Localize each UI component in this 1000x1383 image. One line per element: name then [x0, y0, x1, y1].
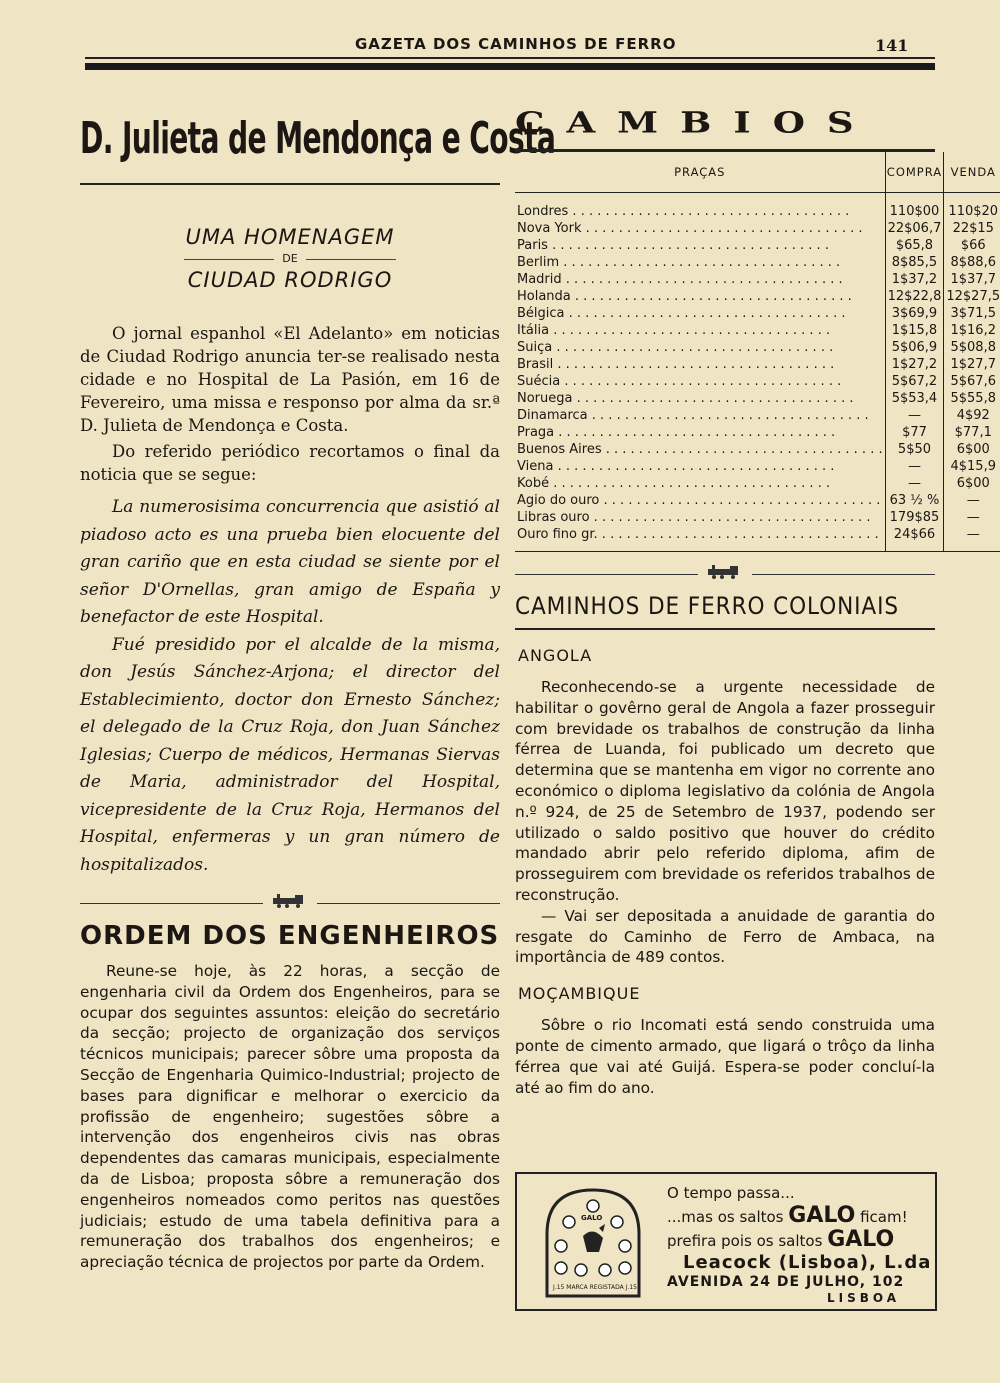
table-row: [515, 322, 1000, 339]
cell-compra: —: [885, 458, 944, 475]
exchange-rates-body: [515, 193, 1000, 552]
cambios-title: CAMBIOS: [515, 105, 876, 140]
cell-venda: $77,1: [954, 425, 992, 440]
cell-praca: [515, 475, 885, 492]
table-row: [515, 271, 1000, 288]
table-row: [515, 373, 1000, 390]
cell-venda: 110$20: [948, 204, 999, 219]
page-header: [85, 30, 935, 75]
table-row: [515, 305, 1000, 322]
article1-paragraph-2: Do referido periódico recortamos o final da noticia que se segue:: [80, 442, 500, 484]
cell-compra: 3$69,9: [885, 305, 944, 322]
cell-venda: —: [944, 526, 1000, 552]
section-separator: [80, 891, 500, 915]
subtitle-de: DE: [80, 252, 500, 265]
cell-praca: [515, 288, 885, 305]
cell-praca: [515, 390, 885, 407]
table-header-row: [515, 152, 1000, 193]
city-name: Ouro fino gr. . . .: [517, 526, 883, 543]
cell-venda: 5$08,8: [950, 340, 996, 355]
cell-compra: 24$66: [885, 526, 944, 552]
city-name: Libras ouro . . .: [517, 509, 883, 526]
city-name: Kobé . . .: [517, 475, 883, 492]
table-row: [515, 441, 1000, 458]
cell-praca: [515, 193, 885, 221]
ad-line-2: [667, 1203, 908, 1228]
ad-line-1: O tempo passa...: [667, 1184, 795, 1202]
heel-illustration: [537, 1184, 649, 1302]
city-name: Londres . . .: [517, 203, 883, 220]
table-row: [515, 356, 1000, 373]
cell-praca: [515, 373, 885, 390]
article-title-coloniais: CAMINHOS DE FERRO COLONIAIS: [515, 592, 899, 620]
article1-quote-1: La numerosisima concurrencia que asistió al piadoso acto es una prueba bien elocuente del gran cariño que en esta ciudad se siente por el señor D'Ornellas, gran amigo de España y benefactor de este Hospital.: [80, 497, 500, 627]
cell-praca: [515, 509, 885, 526]
cell-praca: [515, 424, 885, 441]
city-name: Madrid . . .: [517, 271, 883, 288]
cell-compra: 5$50: [885, 441, 944, 458]
cell-venda: 12$27,5: [946, 289, 1000, 304]
col-header-pracas: PRAÇAS: [515, 152, 885, 193]
table-row: [515, 509, 1000, 526]
cell-venda: $66: [960, 238, 986, 253]
cell-praca: [515, 305, 885, 322]
city-name: Agio do ouro . . .: [517, 492, 883, 509]
right-column: [515, 105, 1000, 1098]
cell-praca: [515, 356, 885, 373]
table-row: [515, 237, 1000, 254]
cell-compra: 22$06,7: [885, 220, 944, 237]
city-name: Suiça . . .: [517, 339, 883, 356]
city-name: Viena . . .: [517, 458, 883, 475]
city-name: Bélgica . . .: [517, 305, 883, 322]
table-row: [515, 475, 1000, 492]
ad-brand-galo: GALO: [788, 1203, 856, 1228]
locomotive-icon: [263, 894, 317, 912]
article1-quote-2: Fué presidido por el alcalde de la misma, don Jesús Sánchez-Arjona; el director del Establecimiento, doctor don Ernesto Sánchez; el delegado de la Cruz Roja, don Juan Sánchez Iglesias; Cuerpo de médicos, Hermanas Siervas de Maria, administrador del Hospital, vicepresidente de la Cruz Roja, Hermanos del Hospital, enfermeras y un gran número de hospitalizados.: [80, 634, 500, 875]
heel-trademark-text: J.15 MARCA REGISTADA J.15: [553, 1284, 637, 1291]
ad-brand-galo-2: GALO: [827, 1227, 895, 1252]
header-rule-thin: [85, 57, 935, 59]
ad-city: LISBOA: [827, 1291, 901, 1305]
angola-paragraph-2: — Vai ser depositada a anuidade de garantia do resgate do Caminho de Ferro de Ambaca, na importância de 489 contos.: [515, 906, 935, 967]
cell-compra: 1$37,2: [885, 271, 944, 288]
ad-line-3: [667, 1227, 894, 1252]
mocambique-paragraph: Sôbre o rio Incomati está sendo construida uma ponte de cimento armado, que ligará o trôço da linha férrea que vai até Guijá. Espera-se poder concluí-la até ao fim do ano.: [515, 1016, 935, 1097]
cell-venda: 4$15,9: [950, 459, 996, 474]
exchange-rates-table: [515, 152, 1000, 552]
cell-praca: [515, 441, 885, 458]
coloniais-rule: [515, 628, 935, 630]
page-number: 141: [875, 36, 909, 55]
table-row: [515, 407, 1000, 424]
table-row: [515, 193, 1000, 221]
cell-compra: 5$53,4: [885, 390, 944, 407]
table-row: [515, 458, 1000, 475]
ad-address: AVENIDA 24 DE JULHO, 102: [667, 1274, 905, 1290]
city-name: Berlim . . .: [517, 254, 883, 271]
cell-praca: [515, 458, 885, 475]
table-row: [515, 424, 1000, 441]
cell-praca: [515, 407, 885, 424]
ad-line-2-text: ...mas os saltos: [667, 1208, 784, 1226]
cell-praca: [515, 237, 885, 254]
cell-venda: 1$27,7: [950, 357, 996, 372]
cell-venda: 6$00: [956, 442, 990, 457]
heading-mocambique: MOÇAMBIQUE: [518, 984, 641, 1004]
cell-praca: [515, 254, 885, 271]
heading-angola: ANGOLA: [518, 646, 593, 665]
article1-paragraph-1: O jornal espanhol «El Adelanto» em noticias de Ciudad Rodrigo anuncia ter-se realisado nesta cidade e no Hospital de La Pasión, em 16 de Fevereiro, uma missa e responso por alma da sr.ª D. Julieta de Mendonça e Costa.: [80, 324, 500, 435]
cell-praca: [515, 492, 885, 509]
city-name: Buenos Aires . . .: [517, 441, 883, 458]
article-title-ordem: ORDEM DOS ENGENHEIROS: [80, 921, 500, 951]
table-row: [515, 492, 1000, 509]
table-row: [515, 339, 1000, 356]
article2-paragraph: Reune-se hoje, às 22 horas, a secção de engenharia civil da Ordem dos Engenheiros, para se ocupar dos seguintes assuntos: eleição do secretário da secção; projecto de organização dos serviços técnicos municipais; parecer sôbre uma proposta da Secção de Engenharia Quimico-Industrial; projecto de bases para dignificar e melhorar o exercicio da profissão de engenheiro; sugestões sôbre a intervenção dos engenheiros civis nas obras dependentes das camaras municipais, especialmente da de Lisboa; proposta sôbre a remuneração dos engenheiros nomeados como peritos nas questões judiciais; estudo de uma tabela definitiva para a remuneração dos trabalhos dos engenheiros; e apreciação técnica de projectos por parte da Ordem.: [80, 962, 500, 1272]
locomotive-icon: [698, 565, 752, 583]
cell-venda: 4$92: [956, 408, 990, 423]
subtitle-ciudad-rodrigo: CIUDAD RODRIGO: [187, 268, 393, 292]
city-name: Holanda . . .: [517, 288, 883, 305]
subtitle-homenagem: UMA HOMENAGEM: [185, 225, 395, 249]
ad-line-2-end: ficam!: [860, 1208, 908, 1226]
cell-compra: 1$15,8: [885, 322, 944, 339]
cell-compra: 179$85: [885, 509, 944, 526]
city-name: Paris . . .: [517, 237, 883, 254]
cell-venda: 3$71,5: [950, 306, 996, 321]
cell-praca: [515, 220, 885, 237]
ad-company: Leacock (Lisboa), L.da: [683, 1252, 932, 1273]
cell-compra: 1$27,2: [885, 356, 944, 373]
table-row: [515, 390, 1000, 407]
table-row: [515, 220, 1000, 237]
cell-venda: 5$55,8: [950, 391, 996, 406]
ad-line-3-text: prefira pois os saltos: [667, 1232, 823, 1250]
cell-compra: $65,8: [885, 237, 944, 254]
cell-compra: 5$67,2: [885, 373, 944, 390]
cell-compra: —: [885, 407, 944, 424]
cell-venda: 6$00: [956, 476, 990, 491]
cell-venda: 8$88,6: [950, 255, 996, 270]
cell-compra: 8$85,5: [885, 254, 944, 271]
section-separator: [515, 562, 935, 586]
cell-compra: $77: [885, 424, 944, 441]
cell-praca: [515, 339, 885, 356]
publication-title: GAZETA DOS CAMINHOS DE FERRO: [355, 35, 677, 53]
cell-venda: —: [966, 493, 980, 508]
cell-compra: 63 ½ %: [885, 492, 944, 509]
table-row: [515, 254, 1000, 271]
city-name: Dinamarca . . .: [517, 407, 883, 424]
heel-brand-label: GALO: [581, 1214, 603, 1222]
table-row: [515, 526, 1000, 552]
cell-compra: —: [885, 475, 944, 492]
city-name: Brasil . . .: [517, 356, 883, 373]
city-name: Noruega . . .: [517, 390, 883, 407]
cell-praca: [515, 271, 885, 288]
cell-compra: 110$00: [885, 193, 944, 221]
cell-venda: —: [966, 510, 980, 525]
col-header-venda: VENDA: [944, 152, 1000, 193]
city-name: Suécia . . .: [517, 373, 883, 390]
table-row: [515, 288, 1000, 305]
cell-venda: 5$67,6: [950, 374, 996, 389]
city-name: Nova York . . .: [517, 220, 883, 237]
cell-venda: 22$15: [952, 221, 994, 236]
article-title-julieta: D. Julieta de Mendonça e Costa: [80, 113, 556, 164]
cell-venda: 1$37,7: [950, 272, 996, 287]
cell-praca: [515, 526, 885, 552]
cell-venda: 1$16,2: [950, 323, 996, 338]
galo-advertisement: [515, 1172, 937, 1311]
cell-praca: [515, 322, 885, 339]
city-name: Praga . . .: [517, 424, 883, 441]
col-header-compra: COMPRA: [885, 152, 944, 193]
angola-paragraph-1: Reconhecendo-se a urgente necessidade de habilitar o govêrno geral de Angola a fazer prosseguir com brevidade os trabalhos de construção da linha férrea de Luanda, foi publicado um decreto que determina que se mantenha em vigor no corrente ano económico o diploma legislativo da colónia de Angola n.º 924, de 25 de Setembro de 1937, podendo ser utilizado o saldo positivo que houver do crédito mandado abrir pelo referido diploma, afim de prosseguirem com brevidade os referidos trabalhos de reconstrução.: [515, 678, 935, 904]
cell-compra: 12$22,8: [885, 288, 944, 305]
header-rule-thick: [85, 63, 935, 70]
city-name: Itália . . .: [517, 322, 883, 339]
cell-compra: 5$06,9: [885, 339, 944, 356]
